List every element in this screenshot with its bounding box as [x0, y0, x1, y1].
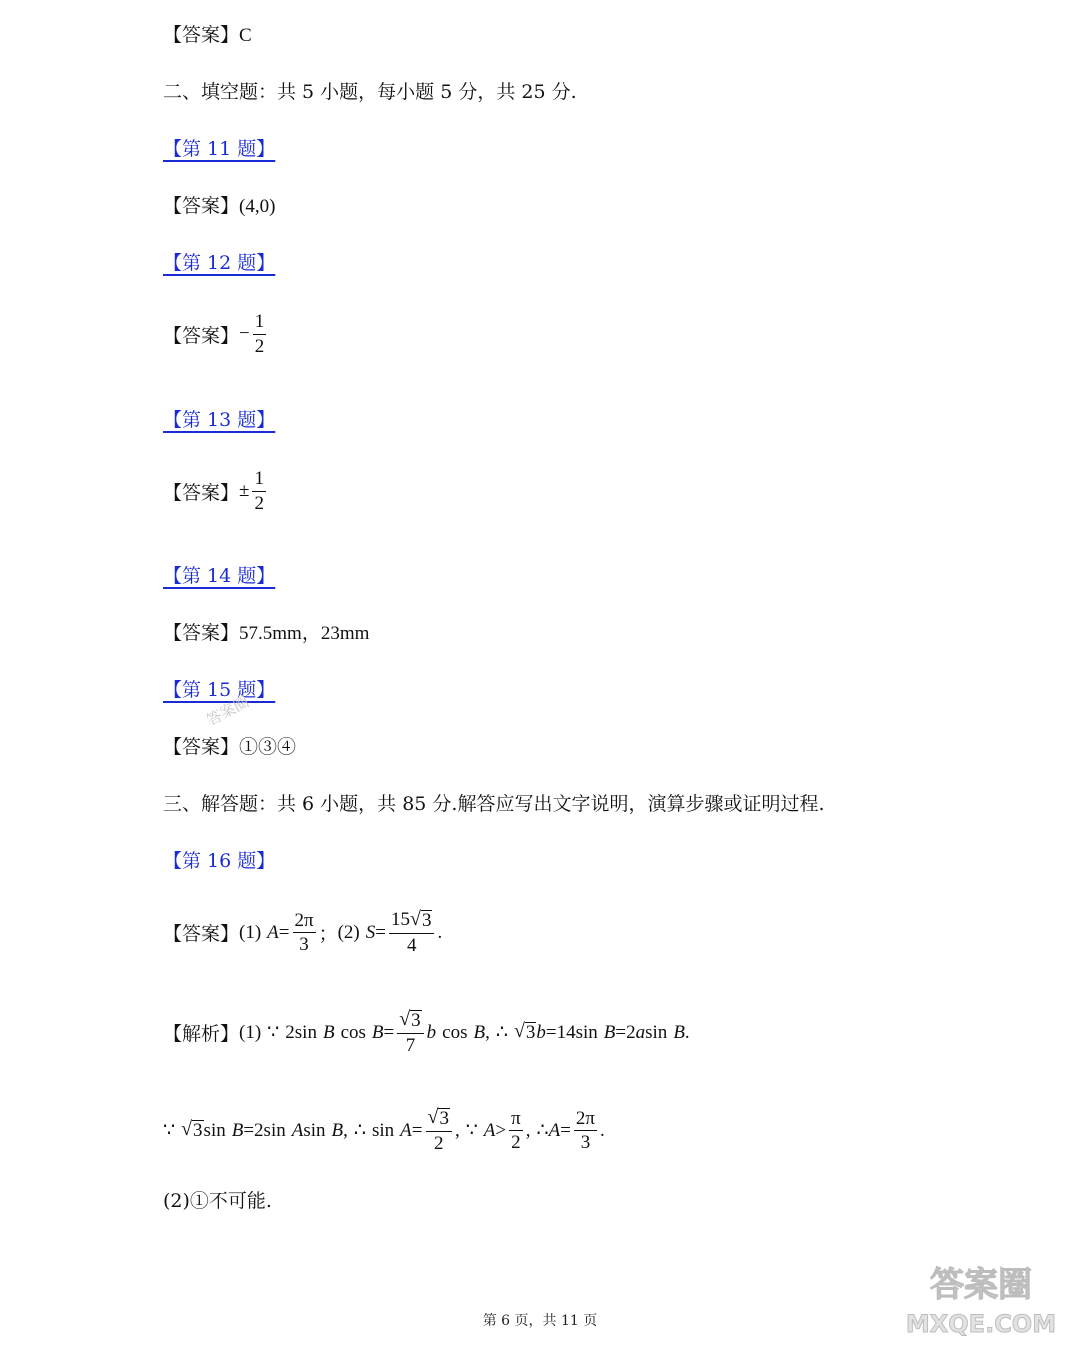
sign: ± — [239, 480, 250, 502]
solution-16-line-1 — [163, 1010, 690, 1056]
denominator: 7 — [405, 1034, 416, 1056]
watermark-url: MXQE.COM — [905, 1310, 1057, 1338]
fraction — [389, 910, 434, 956]
faint-watermark: 答案圈 — [203, 692, 252, 730]
sqrt: √ 3 — [513, 1020, 536, 1044]
because-symbol: ∵ — [465, 1120, 478, 1142]
var-b: B — [673, 1021, 685, 1043]
therefore-symbol: ∴ — [495, 1022, 508, 1044]
comma: , — [343, 1119, 348, 1141]
therefore-symbol: ∴ — [536, 1120, 549, 1142]
math-text: sin — [645, 1021, 668, 1043]
fraction — [253, 312, 267, 357]
answer-value: ①③④ — [239, 736, 297, 758]
solution-label: 【解析】 — [163, 1023, 240, 1046]
var-b: B — [231, 1119, 244, 1141]
var-b: B — [473, 1021, 486, 1043]
answer-label: 【答案】 — [163, 195, 240, 217]
part-2-label: (2) — [337, 921, 360, 943]
fraction — [397, 1010, 423, 1056]
denominator: 4 — [406, 934, 417, 956]
var-a: A — [548, 1119, 561, 1141]
var-b: B — [603, 1021, 616, 1043]
radicand: 3 — [193, 1120, 203, 1142]
math-text: sin — [371, 1119, 395, 1141]
equals: = — [560, 1119, 571, 1141]
numerator: 1 — [253, 312, 267, 335]
sign: − — [239, 323, 250, 345]
denominator: 2 — [511, 1132, 521, 1154]
question-12-heading: 【第 12 题】 — [163, 252, 276, 274]
comma: , — [485, 1021, 490, 1043]
var-s: S — [365, 921, 376, 943]
coefficient: 15 — [390, 909, 410, 930]
equals: = — [375, 921, 386, 943]
numerator: 2π — [574, 1109, 597, 1132]
numerator — [397, 1010, 423, 1034]
answer-13 — [163, 469, 269, 514]
because-symbol: ∵ — [163, 1120, 176, 1142]
radicand: 3 — [411, 1010, 421, 1031]
page-footer: 第 6 页，共 11 页 — [482, 1313, 598, 1329]
equals: = — [278, 921, 290, 943]
math-text: cos — [340, 1021, 366, 1043]
period: . — [684, 1021, 690, 1043]
question-14-heading: 【第 14 题】 — [163, 565, 276, 587]
math-text: =14sin — [545, 1021, 598, 1043]
answer-label: 【答案】 — [163, 324, 240, 347]
answer-10 — [163, 20, 252, 47]
math-text: sin — [303, 1119, 326, 1141]
part-1-label: (1) — [239, 921, 262, 943]
watermark-text: 答案圈 — [930, 1265, 1032, 1305]
answer-14 — [163, 618, 369, 645]
fraction — [293, 911, 316, 956]
answer-label: 【答案】 — [163, 923, 240, 946]
section-3-heading: 三、解答题：共 6 小题，共 85 分.解答应写出文字说明，演算步骤或证明过程. — [163, 793, 825, 815]
fraction — [426, 1108, 452, 1154]
sqrt: √ 3 — [181, 1118, 203, 1142]
separator: ； — [318, 923, 338, 946]
numerator — [389, 910, 434, 934]
math-text: sin — [203, 1119, 226, 1141]
because-symbol: ∵ — [267, 1022, 280, 1044]
var-b: B — [331, 1119, 344, 1141]
equals: = — [383, 1021, 395, 1043]
part-1-label: (1) — [239, 1021, 262, 1043]
question-13-heading: 【第 13 题】 — [163, 409, 276, 431]
denominator: 3 — [580, 1132, 591, 1154]
radicand: 3 — [525, 1022, 536, 1044]
answer-value: (4,0) — [239, 196, 276, 217]
var-lower-b: b — [426, 1021, 437, 1043]
sqrt: √ 3 — [427, 1106, 449, 1129]
comma: , — [525, 1119, 531, 1141]
sqrt: √ 3 — [409, 908, 432, 931]
equals: = — [411, 1119, 423, 1141]
question-16-heading: 【第 16 题】 — [163, 850, 276, 872]
numerator — [426, 1108, 452, 1132]
var-lower-b: b — [536, 1021, 546, 1043]
sqrt: √ 3 — [399, 1008, 421, 1031]
var-lower-a: a — [635, 1021, 646, 1043]
var-a: A — [400, 1119, 412, 1141]
math-text: 2sin — [285, 1021, 317, 1043]
fraction — [509, 1109, 523, 1154]
answer-label: 【答案】 — [163, 481, 240, 504]
solution-16-line-3: (2)①不可能. — [163, 1190, 272, 1212]
numerator: π — [509, 1109, 523, 1132]
radicand: 3 — [439, 1108, 449, 1129]
var-b: B — [322, 1021, 335, 1043]
question-15-heading: 【第 15 题】 — [163, 679, 276, 701]
therefore-symbol: ∴ — [353, 1120, 366, 1142]
math-text: cos — [442, 1021, 468, 1043]
radicand: 3 — [421, 910, 432, 931]
denominator: 2 — [254, 492, 264, 514]
fraction — [252, 469, 266, 514]
var-a: A — [483, 1119, 496, 1141]
answer-label: 【答案】 — [163, 736, 240, 758]
greater-than: > — [495, 1119, 507, 1141]
numerator: 2π — [293, 911, 316, 934]
denominator: 3 — [299, 934, 309, 956]
fraction — [574, 1109, 597, 1154]
period: . — [599, 1119, 605, 1141]
denominator: 2 — [433, 1132, 444, 1154]
answer-label: 【答案】 — [163, 24, 240, 46]
period: . — [437, 921, 443, 943]
answer-value: C — [239, 25, 252, 46]
math-text: =2 — [615, 1021, 636, 1043]
numerator: 1 — [252, 469, 266, 492]
solution-16-line-2 — [163, 1108, 605, 1154]
section-2-heading: 二、填空题：共 5 小题，每小题 5 分，共 25 分. — [163, 81, 577, 103]
answer-label: 【答案】 — [163, 622, 240, 644]
answer-value: 57.5mm，23mm — [239, 623, 370, 644]
math-text: =2sin — [243, 1119, 286, 1141]
var-a: A — [291, 1119, 304, 1141]
answer-11 — [163, 191, 275, 218]
answer-12 — [163, 312, 269, 357]
var-b: B — [371, 1021, 384, 1043]
var-a: A — [267, 921, 279, 943]
comma: , — [454, 1119, 460, 1141]
answer-15 — [163, 732, 296, 759]
denominator: 2 — [254, 335, 265, 357]
watermark-logo — [896, 1256, 1066, 1340]
question-11-heading: 【第 11 题】 — [163, 138, 276, 160]
answer-16 — [163, 910, 442, 956]
